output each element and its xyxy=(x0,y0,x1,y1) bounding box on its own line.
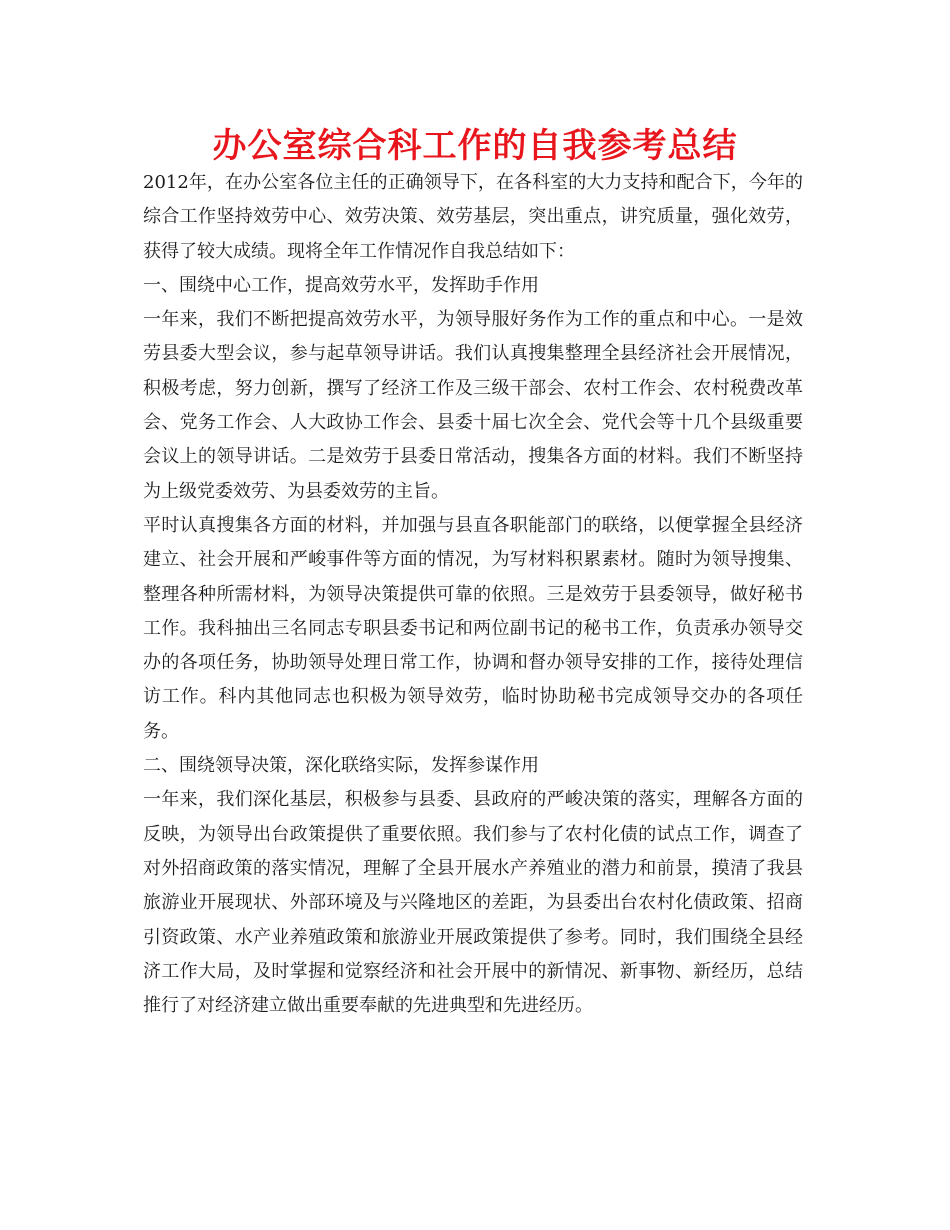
section-heading-1: 一、围绕中心工作，提高效劳水平，发挥助手作用 xyxy=(143,274,539,296)
paragraph-section-1a: 一年来，我们不断把提高效劳水平，为领导服好务作为工作的重点和中心。一是效劳县委大型会议，参与起草领导讲话。我们认真搜集整理全县经济社会开展情况，积极考虑，努力创新，撰写了经济工作及三级干部会、农村工作会、农村税费改革会、党务工作会、人大政协工作会、县委十届七次全会、党代会等十几个县级重要会议上的领导讲话。二是效劳于县委日常活动，搜集各方面的材料。我们不断坚持为上级党委效劳、为县委效劳的主旨。 xyxy=(143,309,803,502)
document-body xyxy=(143,166,803,1023)
paragraph-intro: 2012年，在办公室各位主任的正确领导下，在各科室的大力支持和配合下，今年的综合工作坚持效劳中心、效劳决策、效劳基层，突出重点，讲究质量，强化效劳，获得了较大成绩。现将全年工作情况作自我总结如下： xyxy=(143,172,803,262)
paragraph-section-2: 一年来，我们深化基层，积极参与县委、县政府的严峻决策的落实，理解各方面的反映，为领导出台政策提供了重要依照。我们参与了农村化债的试点工作，调查了对外招商政策的落实情况，理解了全县开展水产养殖业的潜力和前景，摸清了我县旅游业开展现状、外部环境及与兴隆地区的差距，为县委出台农村化债政策、招商引资政策、水产业养殖政策和旅游业开展政策提供了参考。同时，我们围绕全县经济工作大局，及时掌握和觉察经济和社会开展中的新情况、新事物、新经历，总结推行了对经济建立做出重要奉献的先进典型和先进经历。 xyxy=(143,789,803,1017)
paragraph-section-1b: 平时认真搜集各方面的材料，并加强与县直各职能部门的联络，以便掌握全县经济建立、社会开展和严峻事件等方面的情况，为写材料积累素材。随时为领导搜集、整理各种所需材料，为领导决策提供可靠的依照。三是效劳于县委领导，做好秘书工作。我科抽出三名同志专职县委书记和两位副书记的秘书工作，负责承办领导交办的各项任务，协助领导处理日常工作，协调和督办领导安排的工作，接待处理信访工作。科内其他同志也积极为领导效劳，临时协助秘书完成领导交办的各项任务。 xyxy=(143,514,803,742)
document-title: 办公室综合科工作的自我参考总结 xyxy=(212,126,738,166)
section-heading-2: 二、围绕领导决策，深化联络实际，发挥参谋作用 xyxy=(143,755,539,777)
